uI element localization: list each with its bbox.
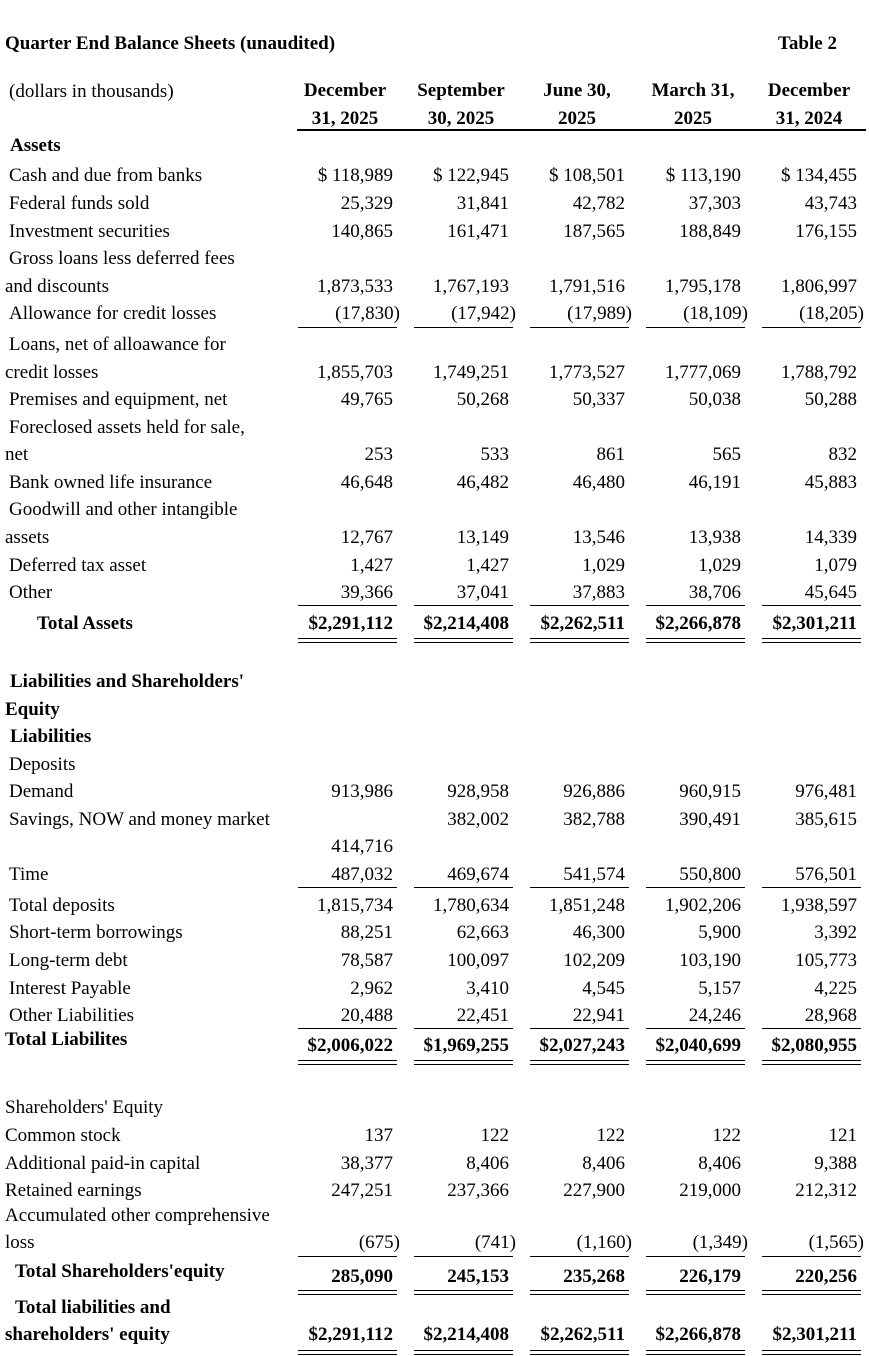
cell-other-assets-col5: 45,645 xyxy=(804,582,857,603)
cell-investment-col2: 161,471 xyxy=(447,221,509,242)
rule-double-total-liabilities-col4 xyxy=(646,1060,745,1065)
rule-double-total-assets-col4 xyxy=(646,638,745,643)
cell-total-assets-col2: $2,214,408 xyxy=(423,613,509,634)
cell-other-liabilities-col2: 22,451 xyxy=(456,1005,509,1026)
cell-aoci-col3: (1,160) xyxy=(576,1232,632,1253)
cell-net-loans-col5: 1,788,792 xyxy=(781,362,857,383)
cell-retained-col2: 237,366 xyxy=(447,1180,509,1201)
cell-interest-payable-col5: 4,225 xyxy=(814,978,857,999)
cell-deferred-tax-col2: 1,427 xyxy=(466,555,509,576)
cell-time-col4: 550,800 xyxy=(679,864,741,885)
row-label: Other xyxy=(9,582,53,603)
cell-interest-payable-col3: 4,545 xyxy=(582,978,625,999)
rule-under-time-col3 xyxy=(530,887,629,888)
cell-total-liabilities-col5: $2,080,955 xyxy=(771,1035,857,1056)
cell-goodwill-col2: 13,149 xyxy=(456,527,509,548)
cell-long-term-col5: 105,773 xyxy=(795,950,857,971)
cell-demand-col2: 928,958 xyxy=(447,781,509,802)
cell-savings-col2: 382,002 xyxy=(447,809,509,830)
rule-under-other-assets-col3 xyxy=(530,605,629,606)
row-label: Short-term borrowings xyxy=(9,922,183,943)
cell-interest-payable-col4: 5,157 xyxy=(698,978,741,999)
cell-allowance-col1: (17,830) xyxy=(335,303,400,324)
cell-common-stock-col1: 137 xyxy=(364,1125,393,1146)
cell-aoci-col5: (1,565) xyxy=(808,1232,864,1253)
rule-under-allowance-col4 xyxy=(646,327,745,328)
cell-premises-col4: 50,038 xyxy=(688,389,741,410)
cell-other-liabilities-col1: 20,488 xyxy=(340,1005,393,1026)
cell-short-term-col1: 88,251 xyxy=(340,922,393,943)
cell-total-liabilities-col3: $2,027,243 xyxy=(539,1035,625,1056)
cell-premises-col3: 50,337 xyxy=(572,389,625,410)
column-header-2 xyxy=(401,77,521,133)
rule-under-time-col2 xyxy=(414,887,513,888)
cell-fed-funds-col1: 25,329 xyxy=(340,193,393,214)
cell-short-term-col2: 62,663 xyxy=(456,922,509,943)
cell-long-term-col3: 102,209 xyxy=(563,950,625,971)
cell-common-stock-col5: 121 xyxy=(828,1125,857,1146)
rule-double-total-liabilities-col5 xyxy=(762,1060,861,1065)
cell-deferred-tax-col5: 1,079 xyxy=(814,555,857,576)
rule-under-other-liabilities-col3 xyxy=(530,1028,629,1029)
rule-double-total-assets-col3 xyxy=(530,638,629,643)
rule-double-total-liab-equity-col5 xyxy=(762,1350,861,1355)
cell-total-deposits-col5: 1,938,597 xyxy=(781,895,857,916)
section-shareholders-equity: Shareholders' Equity xyxy=(5,1097,164,1118)
column-header-1-line1: December xyxy=(303,80,387,101)
table-label: Table 2 xyxy=(778,33,837,54)
cell-retained-col1: 247,251 xyxy=(331,1180,393,1201)
cell-cash-col4: $ 113,190 xyxy=(665,165,741,186)
rule-double-total-liab-equity-col2 xyxy=(414,1350,513,1355)
cell-investment-col3: 187,565 xyxy=(563,221,625,242)
cell-other-assets-col3: 37,883 xyxy=(572,582,625,603)
cell-net-loans-col4: 1,777,069 xyxy=(665,362,741,383)
row-label: Savings, NOW and money market xyxy=(9,809,270,830)
cell-total-equity-col5: 220,256 xyxy=(795,1266,857,1287)
row-label: Bank owned life insurance xyxy=(9,472,213,493)
row-label: Additional paid-in capital xyxy=(5,1153,201,1174)
cell-net-loans-col1: 1,855,703 xyxy=(317,362,393,383)
row-label: Long-term debt xyxy=(9,950,128,971)
cell-boli-col4: 46,191 xyxy=(688,472,741,493)
rule-double-total-liabilities-col1 xyxy=(298,1060,397,1065)
cell-apic-col3: 8,406 xyxy=(582,1153,625,1174)
cell-total-assets-col4: $2,266,878 xyxy=(655,613,741,634)
row-label: Investment securities xyxy=(9,221,170,242)
cell-short-term-col3: 46,300 xyxy=(572,922,625,943)
cell-common-stock-col2: 122 xyxy=(480,1125,509,1146)
rule-double-total-equity-col2 xyxy=(414,1290,513,1295)
row-label: Gross loans less deferred fees xyxy=(9,248,235,269)
cell-apic-col5: 9,388 xyxy=(814,1153,857,1174)
cell-demand-col1: 913,986 xyxy=(331,781,393,802)
cell-total-equity-col4: 226,179 xyxy=(679,1266,741,1287)
row-label: Other Liabilities xyxy=(9,1005,135,1026)
column-header-3-line1: June 30, xyxy=(543,80,611,101)
row-label: Common stock xyxy=(5,1125,121,1146)
row-label: Interest Payable xyxy=(9,978,131,999)
rule-under-other-assets-col4 xyxy=(646,605,745,606)
cell-common-stock-col3: 122 xyxy=(596,1125,625,1146)
cell-net-loans-col3: 1,773,527 xyxy=(549,362,625,383)
page-title: Quarter End Balance Sheets (unaudited) xyxy=(5,33,336,54)
rule-under-other-liabilities-col1 xyxy=(298,1028,397,1029)
row-label: Retained earnings xyxy=(5,1180,142,1201)
rule-double-total-liab-equity-col3 xyxy=(530,1350,629,1355)
row-label: Goodwill and other intangible xyxy=(9,499,238,520)
cell-other-assets-col1: 39,366 xyxy=(340,582,393,603)
cell-interest-payable-col2: 3,410 xyxy=(466,978,509,999)
cell-total-deposits-col2: 1,780,634 xyxy=(433,895,509,916)
row-label: Foreclosed assets held for sale, xyxy=(9,417,245,438)
column-header-1 xyxy=(285,77,405,133)
cell-goodwill-col4: 13,938 xyxy=(688,527,741,548)
rule-double-total-assets-col2 xyxy=(414,638,513,643)
cell-goodwill-col3: 13,546 xyxy=(572,527,625,548)
cell-time-col5: 576,501 xyxy=(795,864,857,885)
rule-under-other-liabilities-col2 xyxy=(414,1028,513,1029)
row-label: Federal funds sold xyxy=(9,193,150,214)
cell-retained-col5: 212,312 xyxy=(795,1180,857,1201)
cell-total-equity-col2: 245,153 xyxy=(447,1266,509,1287)
column-header-2-line1: September xyxy=(417,80,505,101)
cell-retained-col3: 227,900 xyxy=(563,1180,625,1201)
cell-total-assets-col1: $2,291,112 xyxy=(308,613,393,634)
cell-short-term-col5: 3,392 xyxy=(814,922,857,943)
cell-allowance-col2: (17,942) xyxy=(451,303,516,324)
cell-investment-col4: 188,849 xyxy=(679,221,741,242)
cell-other-liabilities-col5: 28,968 xyxy=(804,1005,857,1026)
cell-total-liabilities-col2: $1,969,255 xyxy=(423,1035,509,1056)
cell-goodwill-col1: 12,767 xyxy=(340,527,393,548)
column-header-5-line2: 31, 2024 xyxy=(775,108,843,129)
cell-total-deposits-col4: 1,902,206 xyxy=(665,895,741,916)
rule-double-total-liab-equity-col4 xyxy=(646,1350,745,1355)
cell-apic-col2: 8,406 xyxy=(466,1153,509,1174)
cell-goodwill-col5: 14,339 xyxy=(804,527,857,548)
cell-deferred-tax-col3: 1,029 xyxy=(582,555,625,576)
rule-double-total-liabilities-col3 xyxy=(530,1060,629,1065)
cell-savings-col1: 414,716 xyxy=(331,836,393,857)
row-label: Total deposits xyxy=(9,895,115,916)
cell-demand-col3: 926,886 xyxy=(563,781,625,802)
row-label: loss xyxy=(5,1232,35,1253)
cell-retained-col4: 219,000 xyxy=(679,1180,741,1201)
cell-demand-col5: 976,481 xyxy=(795,781,857,802)
rule-under-aoci-col3 xyxy=(530,1256,629,1257)
cell-long-term-col2: 100,097 xyxy=(447,950,509,971)
rule-double-total-equity-col4 xyxy=(646,1290,745,1295)
rule-under-aoci-col1 xyxy=(298,1256,397,1257)
cell-other-assets-col4: 38,706 xyxy=(688,582,741,603)
column-header-1-line2: 31, 2025 xyxy=(311,108,379,129)
cell-time-col2: 469,674 xyxy=(447,864,509,885)
row-label: Accumulated other comprehensive xyxy=(5,1205,270,1226)
cell-common-stock-col4: 122 xyxy=(712,1125,741,1146)
rule-under-other-assets-col2 xyxy=(414,605,513,606)
cell-total-liab-equity-col1: $2,291,112 xyxy=(308,1324,393,1345)
row-label-total: Total Assets xyxy=(37,613,133,634)
cell-investment-col5: 176,155 xyxy=(795,221,857,242)
column-header-2-line2: 30, 2025 xyxy=(427,108,495,129)
cell-total-liab-equity-col2: $2,214,408 xyxy=(423,1324,509,1345)
rule-under-other-liabilities-col4 xyxy=(646,1028,745,1029)
column-header-4-line2: 2025 xyxy=(674,108,712,129)
cell-aoci-col1: (675) xyxy=(358,1232,400,1253)
cell-total-assets-col3: $2,262,511 xyxy=(540,613,625,634)
rule-double-total-liab-equity-col1 xyxy=(298,1350,397,1355)
rule-under-allowance-col2 xyxy=(414,327,513,328)
rule-under-time-col4 xyxy=(646,887,745,888)
cell-total-liabilities-col1: $2,006,022 xyxy=(307,1035,393,1056)
row-label-total: Total liabilities and xyxy=(15,1297,171,1318)
row-label: Loans, net of alloawance for xyxy=(9,334,226,355)
cell-net-loans-col2: 1,749,251 xyxy=(433,362,509,383)
cell-allowance-col4: (18,109) xyxy=(683,303,748,324)
row-label: Time xyxy=(9,864,49,885)
rule-under-aoci-col5 xyxy=(762,1256,861,1257)
row-label: assets xyxy=(5,527,50,548)
cell-total-liab-equity-col5: $2,301,211 xyxy=(772,1324,857,1345)
cell-boli-col3: 46,480 xyxy=(572,472,625,493)
cell-allowance-col3: (17,989) xyxy=(567,303,632,324)
cell-boli-col1: 46,648 xyxy=(340,472,393,493)
cell-deferred-tax-col4: 1,029 xyxy=(698,555,741,576)
cell-apic-col1: 38,377 xyxy=(340,1153,393,1174)
rule-under-time-col1 xyxy=(298,887,397,888)
cell-aoci-col4: (1,349) xyxy=(692,1232,748,1253)
cell-gross-loans-col4: 1,795,178 xyxy=(665,276,741,297)
section-liabilities-equity-cont: Equity xyxy=(5,699,60,720)
cell-foreclosed-col2: 533 xyxy=(480,444,509,465)
header-rule xyxy=(297,129,866,131)
cell-cash-col5: $ 134,455 xyxy=(781,165,857,186)
cell-fed-funds-col2: 31,841 xyxy=(456,193,509,214)
section-assets: Assets xyxy=(10,135,61,156)
rule-double-total-equity-col5 xyxy=(762,1290,861,1295)
section-liabilities-equity: Liabilities and Shareholders' xyxy=(10,671,245,692)
cell-fed-funds-col3: 42,782 xyxy=(572,193,625,214)
column-header-3 xyxy=(517,77,637,133)
cell-foreclosed-col5: 832 xyxy=(828,444,857,465)
cell-allowance-col5: (18,205) xyxy=(799,303,864,324)
cell-aoci-col2: (741) xyxy=(474,1232,516,1253)
cell-boli-col2: 46,482 xyxy=(456,472,509,493)
row-label: Premises and equipment, net xyxy=(9,389,228,410)
cell-total-deposits-col3: 1,851,248 xyxy=(549,895,625,916)
cell-total-liabilities-col4: $2,040,699 xyxy=(655,1035,741,1056)
cell-time-col3: 541,574 xyxy=(563,864,625,885)
rule-double-total-equity-col3 xyxy=(530,1290,629,1295)
cell-premises-col2: 50,268 xyxy=(456,389,509,410)
cell-savings-col5: 385,615 xyxy=(795,809,857,830)
cell-apic-col4: 8,406 xyxy=(698,1153,741,1174)
cell-fed-funds-col5: 43,743 xyxy=(804,193,857,214)
rule-under-allowance-col5 xyxy=(762,327,861,328)
cell-short-term-col4: 5,900 xyxy=(698,922,741,943)
cell-total-liab-equity-col3: $2,262,511 xyxy=(540,1324,625,1345)
cell-gross-loans-col1: 1,873,533 xyxy=(317,276,393,297)
section-liabilities: Liabilities xyxy=(10,726,92,747)
rule-double-total-assets-col1 xyxy=(298,638,397,643)
rule-under-allowance-col3 xyxy=(530,327,629,328)
subsection-deposits: Deposits xyxy=(9,754,76,775)
rule-double-total-assets-col5 xyxy=(762,638,861,643)
rule-under-allowance-col1 xyxy=(298,327,397,328)
cell-cash-col2: $ 122,945 xyxy=(433,165,509,186)
column-header-5-line1: December xyxy=(767,80,851,101)
cell-interest-payable-col1: 2,962 xyxy=(350,978,393,999)
cell-cash-col3: $ 108,501 xyxy=(549,165,625,186)
cell-premises-col5: 50,288 xyxy=(804,389,857,410)
cell-other-liabilities-col4: 24,246 xyxy=(688,1005,741,1026)
cell-total-liab-equity-col4: $2,266,878 xyxy=(655,1324,741,1345)
row-label-total: Total Liabilites xyxy=(5,1029,128,1050)
row-label-total: shareholders' equity xyxy=(5,1324,170,1345)
row-label: net xyxy=(5,444,29,465)
row-label: credit losses xyxy=(5,362,99,383)
cell-gross-loans-col5: 1,806,997 xyxy=(781,276,857,297)
row-label: Demand xyxy=(9,781,74,802)
cell-time-col1: 487,032 xyxy=(331,864,393,885)
cell-other-assets-col2: 37,041 xyxy=(456,582,509,603)
cell-long-term-col4: 103,190 xyxy=(679,950,741,971)
cell-total-equity-col3: 235,268 xyxy=(563,1266,625,1287)
cell-cash-col1: $ 118,989 xyxy=(317,165,393,186)
column-header-3-line2: 2025 xyxy=(558,108,596,129)
cell-total-assets-col5: $2,301,211 xyxy=(772,613,857,634)
row-label: Cash and due from banks xyxy=(9,165,203,186)
cell-premises-col1: 49,765 xyxy=(340,389,393,410)
cell-investment-col1: 140,865 xyxy=(331,221,393,242)
rule-under-aoci-col2 xyxy=(414,1256,513,1257)
rule-under-other-assets-col5 xyxy=(762,605,861,606)
cell-savings-col3: 382,788 xyxy=(563,809,625,830)
cell-total-deposits-col1: 1,815,734 xyxy=(317,895,393,916)
cell-other-liabilities-col3: 22,941 xyxy=(572,1005,625,1026)
cell-total-equity-col1: 285,090 xyxy=(331,1266,393,1287)
column-header-4 xyxy=(633,77,753,133)
rule-under-other-liabilities-col5 xyxy=(762,1028,861,1029)
row-label: Allowance for credit losses xyxy=(9,303,217,324)
cell-deferred-tax-col1: 1,427 xyxy=(350,555,393,576)
cell-gross-loans-col2: 1,767,193 xyxy=(433,276,509,297)
cell-foreclosed-col3: 861 xyxy=(596,444,625,465)
column-header-5 xyxy=(749,77,869,133)
cell-demand-col4: 960,915 xyxy=(679,781,741,802)
rule-double-total-liabilities-col2 xyxy=(414,1060,513,1065)
rule-under-time-col5 xyxy=(762,887,861,888)
rule-under-aoci-col4 xyxy=(646,1256,745,1257)
cell-foreclosed-col1: 253 xyxy=(364,444,393,465)
row-label-total: Total Shareholders'equity xyxy=(15,1261,225,1282)
row-label: and discounts xyxy=(5,276,109,297)
row-label: Deferred tax asset xyxy=(9,555,147,576)
rule-double-total-equity-col1 xyxy=(298,1290,397,1295)
cell-savings-col4: 390,491 xyxy=(679,809,741,830)
cell-boli-col5: 45,883 xyxy=(804,472,857,493)
cell-gross-loans-col3: 1,791,516 xyxy=(549,276,625,297)
rule-under-other-assets-col1 xyxy=(298,605,397,606)
cell-fed-funds-col4: 37,303 xyxy=(688,193,741,214)
cell-foreclosed-col4: 565 xyxy=(712,444,741,465)
column-header-4-line1: March 31, xyxy=(651,80,735,101)
units-note: (dollars in thousands) xyxy=(9,81,174,102)
cell-long-term-col1: 78,587 xyxy=(340,950,393,971)
